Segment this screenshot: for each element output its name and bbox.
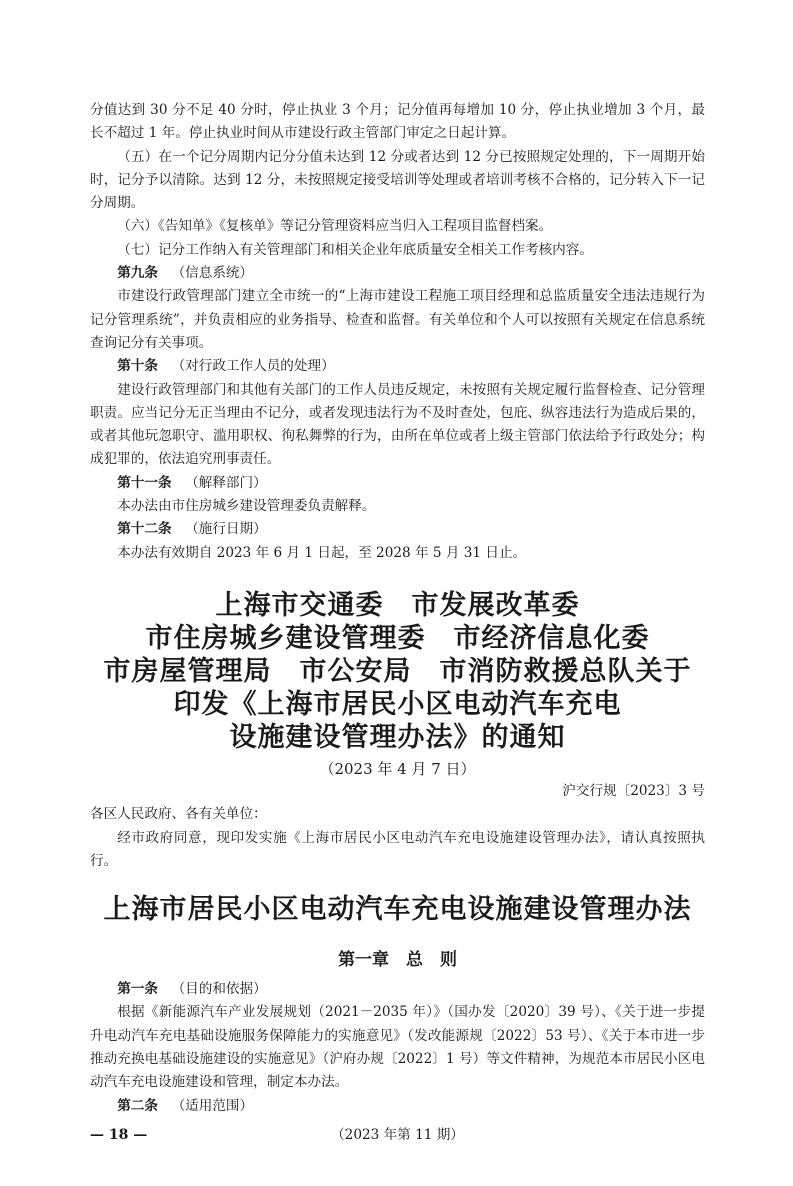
article-subject: （目的和依据） [171, 981, 267, 998]
paragraph: 市建设行政管理部门建立全市统一的“上海市建设工程施工项目经理和总监质量安全违法违规行为记分管理系统”，并负责相应的业务指导、检查和监督。有关单位和个人可以按照有关规定在信息系统查询记分有关事项。 [90, 288, 705, 351]
article-number: 第二条 [117, 1097, 158, 1114]
notice-title-line: 印发《上海市居民小区电动汽车充电 [173, 688, 622, 720]
notice-title-line: 上海市交通委 市发展改革委 [215, 589, 580, 621]
article-heading [90, 262, 705, 285]
article-number: 第十条 [117, 358, 158, 375]
notice-title-line: 市住房城乡建设管理委 市经济信息化委 [145, 622, 650, 654]
paragraph: 分值达到 30 分不足 40 分时，停止执业 3 个月；记分值再每增加 10 分，停止执业增加 3 个月，最长不超过 1 年。停止执业时间从市建设行政主管部门审定之日起计算。 [90, 102, 705, 142]
paragraph: （七）记分工作纳入有关管理部门和相关企业年底质量安全相关工作考核内容。 [117, 241, 593, 258]
article-heading [90, 518, 705, 541]
page-footer [90, 1124, 705, 1146]
addressee: 各区人民政府、各有关单位： [90, 806, 267, 823]
article-heading [90, 1095, 705, 1118]
article-number: 第十一条 [117, 474, 172, 491]
issue-label: （2023 年第 11 期） [331, 1126, 464, 1143]
article-heading [90, 355, 705, 378]
paragraph: 本办法由市住房城乡建设管理委负责解释。 [117, 498, 376, 515]
article-number: 第九条 [117, 265, 158, 282]
paragraph: 根据《新能源汽车产业发展规划（2021－2035 年）》（国办发〔2020〕39 号）、《关于进一步提升电动汽车充电基础设施服务保障能力的实施意见》（发改能源规〔2022〕53 号）、《关于本市进一步推动充换电基础设施建设的实施意见》（沪府办规〔2022〕1 号）等文件精神，为规范本市居民小区电动汽车充电设施建设和管理，制定本办法。 [90, 1004, 705, 1091]
page-number: — 18 — [90, 1126, 148, 1143]
notice-title [90, 589, 705, 754]
regulation-title: 上海市居民小区电动汽车充电设施建设管理办法 [103, 894, 692, 926]
paragraph: 建设行政管理部门和其他有关部门的工作人员违反规定，未按照有关规定履行监督检查、记分管理职责。应当记分无正当理由不记分，或者发现违法行为不及时查处，包庇、纵容违法行为造成后果的，或者其他玩忽职守、滥用职权、徇私舞弊的行为，由所在单位或者上级主管部门依法给予行政处分；构成犯罪的，依法追究刑事责任。 [90, 381, 705, 468]
paragraph: （五）在一个记分周期内记分分值未达到 12 分或者达到 12 分已按照规定处理的，下一周期开始时，记分予以清除。达到 12 分，未按照规定接受培训等处理或者培训考核不合格的，记分转入下一记分周期。 [90, 148, 705, 212]
article-subject: （解释部门） [185, 474, 267, 491]
article-heading [90, 472, 705, 495]
article-heading [90, 978, 705, 1001]
article-subject: （信息系统） [171, 265, 254, 282]
chapter-heading: 第一章 总 则 [338, 950, 457, 971]
document-number: 沪交行规〔2023〕3 号 [562, 782, 705, 799]
notice-title-line: 市房屋管理局 市公安局 市消防救援总队关于 [103, 655, 692, 687]
notice-date: （2023 年 4 月 7 日） [319, 759, 476, 778]
notice-title-line: 设施建设管理办法》的通知 [229, 721, 566, 753]
paragraph: 本办法有效期自 2023 年 6 月 1 日起，至 2028 年 5 月 31 日止。 [117, 544, 527, 561]
article-subject: （适用范围） [171, 1097, 254, 1114]
article-number: 第十二条 [117, 521, 172, 538]
article-subject: （施行日期） [185, 521, 267, 538]
article-number: 第一条 [117, 981, 158, 998]
paragraph: （六）《告知单》《复核单》等记分管理资料应当归入工程项目监督档案。 [117, 218, 553, 235]
article-subject: （对行政工作人员的处理） [171, 358, 335, 375]
notice-body: 经市政府同意，现印发实施《上海市居民小区电动汽车充电设施建设管理办法》，请认真按照执行。 [90, 829, 705, 869]
